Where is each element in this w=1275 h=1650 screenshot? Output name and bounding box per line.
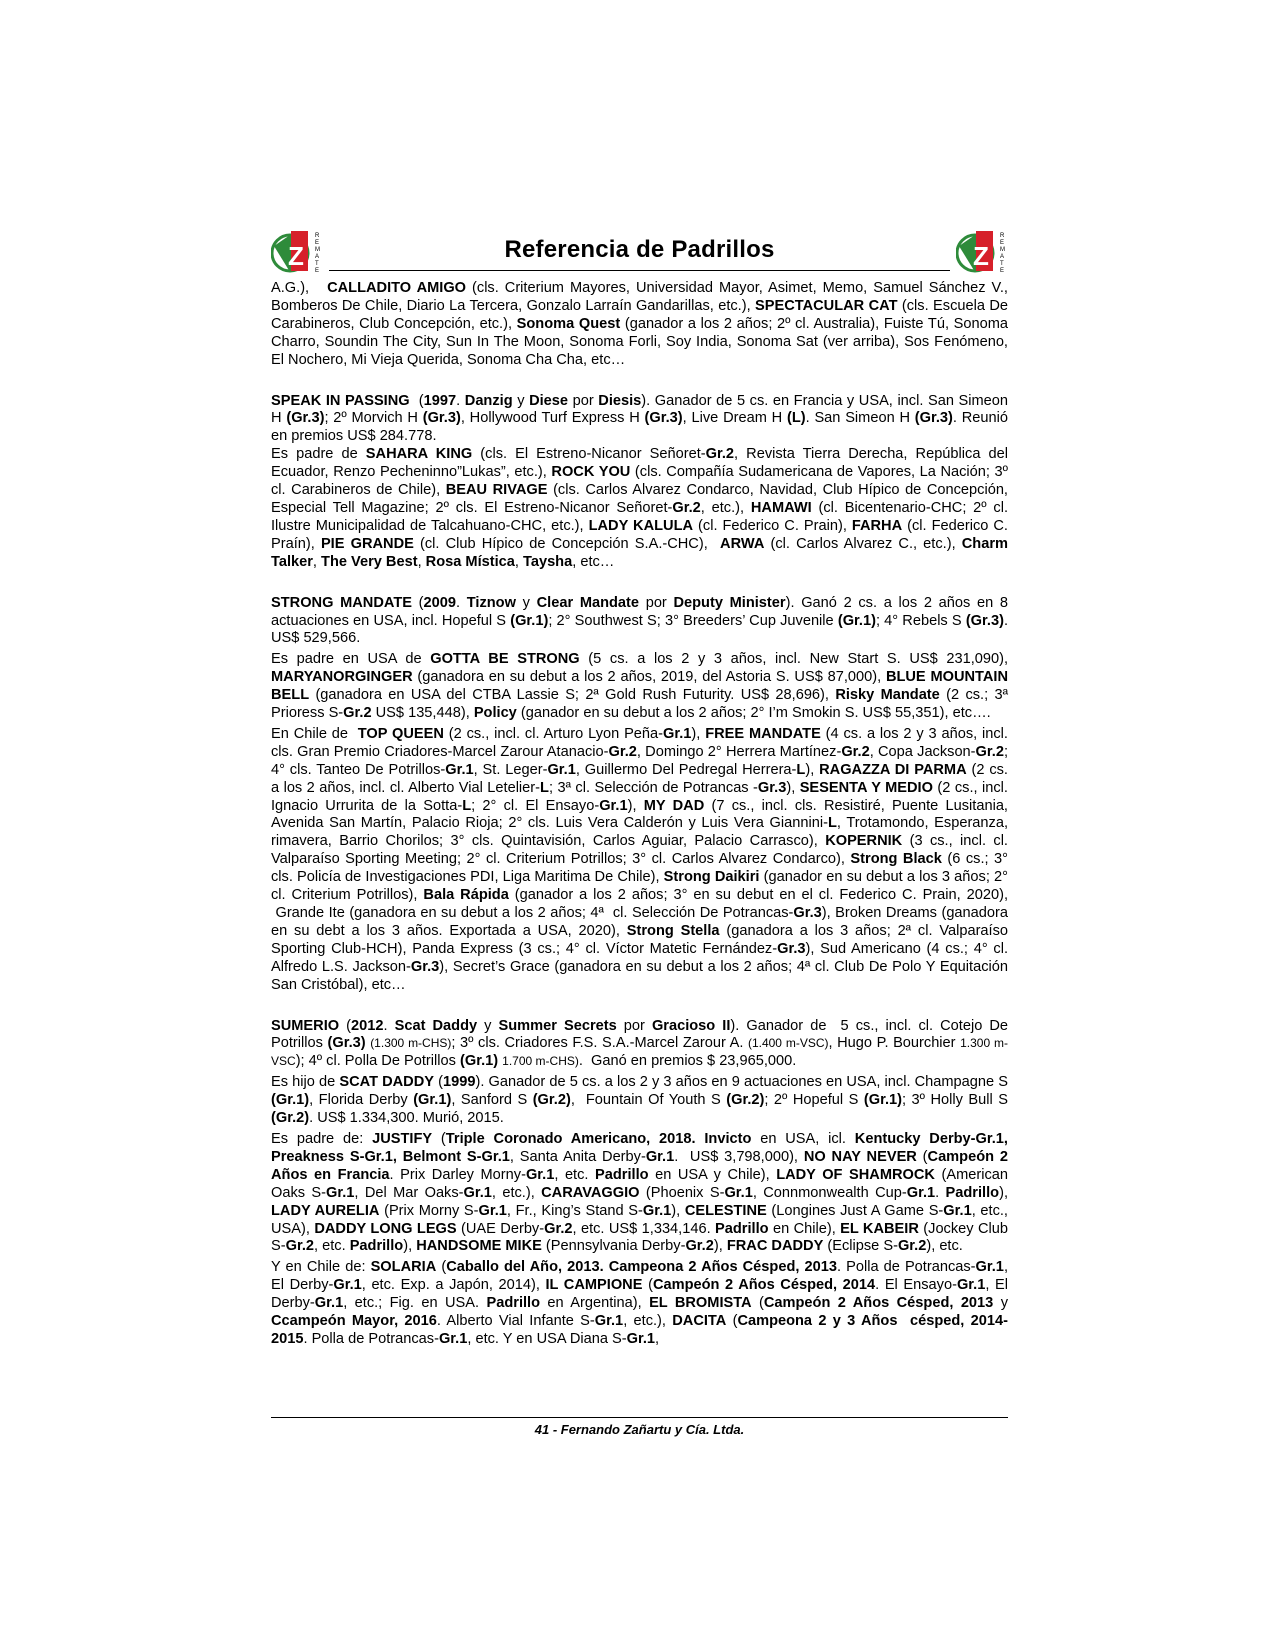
paragraph: En Chile de TOP QUEEN (2 cs., incl. cl. Arturo Lyon Peña-Gr.1), FREE MANDATE (4 cs. a los 2 y 3 años, incl. cls. Gran Premio Criadores-Marcel Zarour Atanacio-Gr.2, Domingo 2° Herrera Martínez-Gr.2, Copa Jackson-Gr.2; 4° cls. Tanteo De Potrillos-Gr.1, St. Leger-Gr.1, Guillermo Del Pedregal Herrera-L), RAGAZZA DI PARMA (2 cs. a los 2 años, incl. cl. Alberto Vial Letelier-L; 3ª cl. Selección de Potrancas -Gr.3), SESENTA Y MEDIO (2 cs., incl. Ignacio Urrurita de la Sotta-L; 2° cl. El Ensayo-Gr.1), MY DAD (7 cs., incl. cls. Resistiré, Puente Lusitania, Avenida San Martín, Palacio Rioja; 2° cls. Luis Vera Calderón y Luis Vera Giannini-L, Trotamondo, Esperanza, rimavera, Barrio Chorilos; 3° cls. Quintavisión, Carlos Aguiar, Palacio Carrasco), KOPERNIK (3 cs., incl. cl. Valparaíso Sporting Meeting; 2° cl. Criterium Potrillos; 3° cl. Carlos Alvarez Condarco), Strong Black (6 cs.; 3° cls. Policía de Investigaciones PDI, Liga Maritima De Chile), Strong Daikiri (ganador en su debut a los 3 años; 2° cl. Criterium Potrillos), Bala Rápida (ganador a los 2 años; 3° en su debut en el cl. Federico C. Prain, 2020), Grande Ite (ganadora en su debut a los 2 años; 4ª cl. Selección De Potrancas-Gr.3), Broken Dreams (ganadora en su debt a los 3 años. Exportada a USA, 2020), Strong Stella (ganadora a los 3 años; 2ª cl. Valparaíso Sporting Club-HCH), Panda Express (3 cs.; 4° cl. Víctor Matetic Fernández-Gr.3), Sud Americano (4 cs.; 4° cl. Alfredo L.S. Jackson-Gr.3), Secret’s Grace (ganadora en su debut a los 2 años; 4ª cl. Club De Polo Y Equitación San Cristóbal), etc…: [271, 725, 1009, 993]
svg-text:T: T: [315, 261, 319, 267]
paragraph: Y en Chile de: SOLARIA (Caballo del Año, 2013. Campeona 2 Años Césped, 2013. Polla de Potrancas-Gr.1, El Derby-Gr.1, etc. Exp. a Japón, 2014), IL CAMPIONE (Campeón 2 Años Césped, 2014. El Ensayo-Gr.1, El Derby-Gr.1, etc.; Fig. en USA. Padrillo en Argentina), EL BROMISTA (Campeón 2 Años Césped, 2013 y Ccampeón Mayor, 2016. Alberto Vial Infante S-Gr.1, etc.), DACITA (Campeona 2 y 3 Años césped, 2014-2015. Polla de Potrancas-Gr.1, etc. Y en USA Diana S-Gr.1,: [271, 1259, 1008, 1347]
svg-text:R: R: [315, 233, 320, 239]
page-header: [271, 228, 1008, 280]
svg-text:E: E: [1000, 240, 1005, 246]
svg-text:Z: Z: [973, 241, 989, 271]
svg-text:M: M: [315, 247, 320, 253]
svg-text:T: T: [1000, 261, 1004, 267]
paragraph: STRONG MANDATE (2009. Tiznow y Clear Mandate por Deputy Minister). Ganó 2 cs. a los 2 años en 8 actuaciones en USA, incl. Hopeful S (Gr.1); 2° Southwest S; 3° Breeders’ Cup Juvenile (Gr.1); 4° Rebels S (Gr.3). US$ 529,566.: [271, 594, 1009, 647]
paragraph: Es hijo de SCAT DADDY (1999). Ganador de 5 cs. a los 2 y 3 años en 9 actuaciones en USA, incl. Champagne S (Gr.1), Florida Derby (Gr.1), Sanford S (Gr.2), Fountain Of Youth S (Gr.2); 2º Hopeful S (Gr.1); 3º Holly Bull S (Gr.2). US$ 1.334,300. Murió, 2015.: [271, 1074, 1008, 1127]
svg-text:M: M: [1000, 247, 1005, 253]
svg-text:E: E: [315, 240, 320, 246]
svg-text:A: A: [1000, 254, 1005, 260]
page-footer: 41 - Fernando Zañartu y Cía. Ltda.: [534, 1422, 745, 1437]
remates-logo: [271, 228, 323, 274]
svg-text:Z: Z: [288, 241, 304, 271]
svg-text:A: A: [315, 254, 320, 260]
remates-logo: [956, 228, 1008, 274]
page-title: Referencia de Padrillos: [504, 236, 775, 263]
stallion-entry: [271, 393, 1008, 572]
svg-text:R: R: [1000, 233, 1005, 239]
paragraph: SUMERIO (2012. Scat Daddy y Summer Secrets por Gracioso II). Ganador de 5 cs., incl. cl. Cotejo De Potrillos (Gr.3) (1.300 m-CHS); 3º cls. Criadores F.S. S.A.-Marcel Zarour A. (1.400 m-VSC), Hugo P. Bourchier 1.300 m-VSC); 4º cl. Polla De Potrillos (Gr.1) 1.700 m-CHS). Ganó en premios $ 23,965,000.: [271, 1017, 1009, 1070]
paragraph: Es padre de: JUSTIFY (Triple Coronado Americano, 2018. Invicto en USA, icl. Kentucky Derby-Gr.1, Preakness S-Gr.1, Belmont S-Gr.1, Santa Anita Derby-Gr.1. US$ 3,798,000), NO NAY NEVER (Campeón 2 Años en Francia. Prix Darley Morny-Gr.1, etc. Padrillo en USA y Chile), LADY OF SHAMROCK (American Oaks S-Gr.1, Del Mar Oaks-Gr.1, etc.), CARAVAGGIO (Phoenix S-Gr.1, Connmonwealth Cup-Gr.1. Padrillo), LADY AURELIA (Prix Morny S-Gr.1, Fr., King’s Stand S-Gr.1), CELESTINE (Longines Just A Game S-Gr.1, etc., USA), DADDY LONG LEGS (UAE Derby-Gr.2, etc. US$ 1,334,146. Padrillo en Chile), EL KABEIR (Jockey Club S-Gr.2, etc. Padrillo), HANDSOME MIKE (Pennsylvania Derby-Gr.2), FRAC DADDY (Eclipse S-Gr.2), etc.: [271, 1130, 1008, 1255]
paragraph: Es padre en USA de GOTTA BE STRONG (5 cs. a los 2 y 3 años, incl. New Start S. US$ 231,090), MARYANORGINGER (ganadora en su debut a los 2 años, 2019, del Astoria S. US$ 87,000), BLUE MOUNTAIN BELL (ganadora en USA del CTBA Lassie S; 2ª Gold Rush Futurity. US$ 28,696), Risky Mandate (2 cs.; 3ª Prioress S-Gr.2 US$ 135,448), Policy (ganador en su debut a los 2 años; 2° I’m Smokin S. US$ 55,351), etc….: [271, 651, 1009, 722]
document-body: [271, 280, 1008, 1349]
paragraph: SPEAK IN PASSING (1997. Danzig y Diese por Diesis). Ganador de 5 cs. en Francia y USA, incl. San Simeon H (Gr.3); 2º Morvich H (Gr.3), Hollywood Turf Express H (Gr.3), Live Dream H (L). San Simeon H (Gr.3). Reunió en premios US$ 284.778.: [271, 392, 1009, 445]
page: [271, 228, 1008, 1349]
footer-rule: [271, 1417, 1008, 1418]
paragraph: A.G.), CALLADITO AMIGO (cls. Criterium Mayores, Universidad Mayor, Asimet, Memo, Samuel Sánchez V., Bomberos De Chile, Diario La Tercera, Gonzalo Larraín Gandarillas, etc.), SPECTACULAR CAT (cls. Escuela De Carabineros, Club Concepción, etc.), Sonoma Quest (ganador a los 2 años; 2º cl. Australia), Fuiste Tú, Sonoma Charro, Soundin The City, Sun In The Moon, Sonoma Forli, Soy India, Sonoma Sat (ver arriba), Sos Fenómeno, El Nochero, Mi Vieja Querida, Sonoma Cha Cha, etc…: [271, 280, 1008, 368]
stallion-entry: [271, 1018, 1008, 1349]
stallion-entry: [271, 595, 1008, 995]
paragraph: Es padre de SAHARA KING (cls. El Estreno-Nicanor Señoret-Gr.2, Revista Tierra Derecha, República del Ecuador, Renzo Pecheninno”Lukas”, etc.), ROCK YOU (cls. Compañía Sudamericana de Vapores, La Nación; 3º cl. Carabineros de Chile), BEAU RIVAGE (cls. Carlos Alvarez Condarco, Navidad, Club Hípico de Concepción, Especial Tell Magazine; 2º cls. El Estreno-Nicanor Señoret-Gr.2, etc.), HAMAWI (cl. Bicentenario-CHC; 2º cl. Ilustre Municipalidad de Talcahuano-CHC, etc.), LADY KALULA (cl. Federico C. Prain), FARHA (cl. Federico C. Praín), PIE GRANDE (cl. Club Hípico de Concepción S.A.-CHC), ARWA (cl. Carlos Alvarez C., etc.), Charm Talker, The Very Best, Rosa Mística, Taysha, etc…: [271, 446, 1008, 570]
svg-text:E: E: [1000, 268, 1005, 274]
title-underline: [329, 270, 950, 271]
svg-text:E: E: [315, 268, 320, 274]
